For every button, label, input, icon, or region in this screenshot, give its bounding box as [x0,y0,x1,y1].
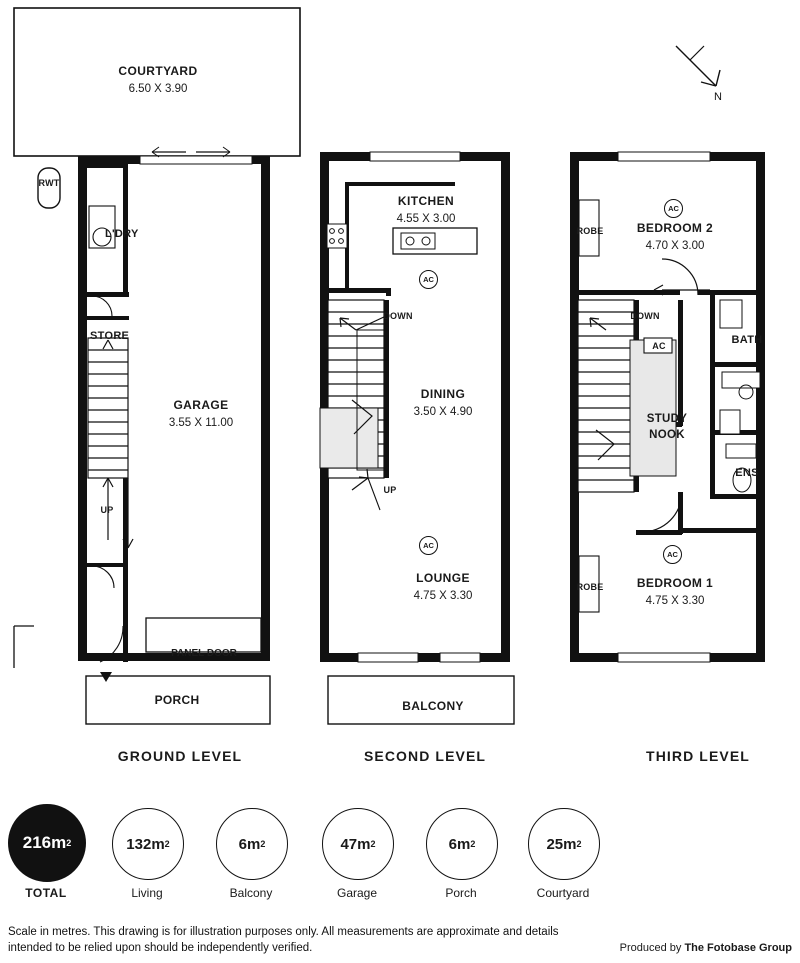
area-badge-balcony-value: 6 [238,835,247,853]
room-label-study-nook-line1: STUDY [646,413,688,425]
area-badge-balcony-unit: m [246,835,261,853]
area-badge-living-sup: 2 [164,839,170,849]
ac-marker-lounge: AC [419,536,438,555]
area-badge-garage [322,808,394,880]
room-label-bedroom2: BEDROOM 2 [636,221,714,235]
room-label-ens: ENS [735,467,759,479]
area-badge-total-label: TOTAL [25,886,67,900]
label-up-ground: UP [100,505,114,515]
second-level-drawing [300,0,550,760]
room-label-porch: PORCH [154,693,200,707]
ac-marker-bedroom2: AC [664,199,683,218]
area-badge-garage-sup: 2 [370,839,376,849]
area-badge-total-value: 216 [22,833,52,852]
area-badge-porch-unit: m [456,835,471,853]
room-label-store: STORE [90,330,130,342]
level-title-second: SECOND LEVEL [363,748,487,764]
area-badge-garage-label: Garage [336,886,378,900]
room-dim-garage: 3.55 X 11.00 [168,417,234,429]
area-badge-balcony-sup: 2 [260,839,266,849]
room-label-bath: BATH [731,334,763,346]
area-badge-courtyard-unit: m [563,835,577,853]
area-badge-porch-label: Porch [445,886,477,900]
area-badge-living-unit: m [151,835,165,853]
producer-name: The Fotobase Group [684,942,792,954]
label-robe-top: ROBE [576,226,604,236]
area-badge-courtyard-sup: 2 [576,839,582,849]
area-badge-garage-value: 47 [340,835,358,853]
level-title-third: THIRD LEVEL [646,748,750,764]
area-badge-total-sup: 2 [66,838,72,848]
room-label-garage: GARAGE [173,398,229,412]
room-label-courtyard: COURTYARD [118,64,198,78]
area-badge-living-value: 132 [126,835,152,853]
room-dim-courtyard: 6.50 X 3.90 [128,83,188,95]
room-label-ldry: L'DRY [105,228,139,240]
room-dim-lounge: 4.75 X 3.30 [413,590,473,602]
area-badge-balcony [216,808,288,880]
room-label-balcony: BALCONY [402,699,464,713]
label-down-second: DOWN [383,311,413,321]
room-label-dining: DINING [420,387,466,401]
room-label-lounge: LOUNGE [416,571,470,585]
level-title-ground: GROUND LEVEL [117,748,243,764]
ac-label-third: AC [652,341,666,351]
area-badge-living-label: Living [131,886,163,900]
label-rwt: RWT [38,178,60,188]
room-label-study-nook-line2: NOOK [649,429,685,441]
svg-text:N: N [714,91,722,103]
area-badge-living [112,808,184,880]
area-badge-balcony-label: Balcony [229,886,273,900]
ac-marker-bedroom1: AC [663,545,682,564]
room-dim-dining: 3.50 X 4.90 [413,406,473,418]
area-badge-porch-value: 6 [448,835,457,853]
area-badge-courtyard-label: Courtyard [536,886,590,900]
ground-level-drawing [0,0,320,760]
area-badge-garage-unit: m [357,835,371,853]
third-level-drawing [550,0,800,760]
label-robe-bottom: ROBE [576,582,604,592]
producer-credit [620,942,792,954]
area-summary [0,800,800,910]
area-badge-total [8,804,86,882]
area-badge-courtyard-value: 25 [546,835,564,853]
producer-prefix: Produced by [619,942,685,954]
label-panel-door: PANEL DOOR [171,648,237,659]
ac-marker-kitchen: AC [419,270,438,289]
area-badge-total-unit: m [51,833,67,852]
room-label-kitchen: KITCHEN [397,194,455,208]
room-label-bedroom1: BEDROOM 1 [636,576,714,590]
area-badge-courtyard [528,808,600,880]
label-down-third: DOWN [630,311,660,321]
disclaimer-text: Scale in metres. This drawing is for illustration purposes only. All measurements are approximate and details intended to be relied upon should be independently verified. [8,926,559,954]
area-badge-porch [426,808,498,880]
area-badge-porch-sup: 2 [470,839,476,849]
room-dim-bedroom1: 4.75 X 3.30 [645,595,705,607]
room-dim-kitchen: 4.55 X 3.00 [396,213,456,225]
room-dim-bedroom2: 4.70 X 3.00 [645,240,705,252]
label-up-second: UP [383,485,397,495]
